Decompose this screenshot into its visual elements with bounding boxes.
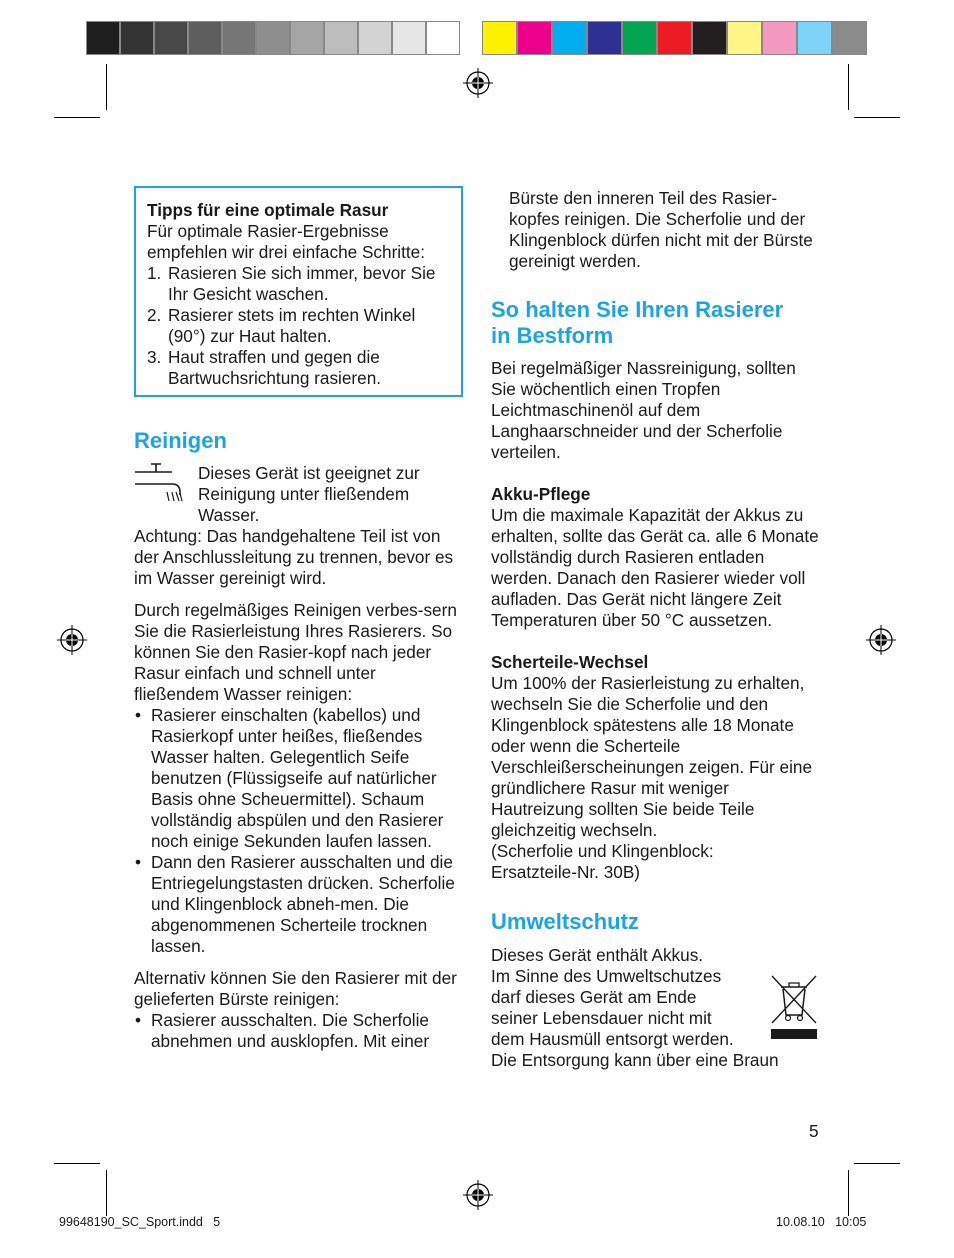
gray-color-bar	[86, 21, 460, 57]
umwelt-line: Dieses Gerät enthält Akkus.	[491, 945, 704, 965]
color-swatch	[797, 21, 832, 55]
crop-mark	[854, 117, 900, 118]
crop-mark	[54, 1163, 100, 1164]
akku-title: Akku-Pflege	[491, 484, 591, 504]
color-swatch	[762, 21, 797, 55]
water-suitable-text: Dieses Gerät ist geeignet zur Reinigung unter fließendem Wasser.	[198, 463, 420, 525]
bestform-heading-line1: So halten Sie Ihren Rasierer	[491, 297, 784, 322]
gray-swatch	[86, 21, 120, 55]
continued-text: Bürste den inneren Teil des Rasier-kopfes reinigen. Die Scherfolie und der Klingenblock dürfen nicht mit der Bürste gereinigt werden.	[509, 188, 813, 271]
warning-text: Achtung: Das handgehaltene Teil ist von der Anschlussleitung zu trennen, bevor es im Wasser gereinigt wird.	[134, 526, 454, 588]
page-number: 5	[809, 1121, 819, 1141]
crop-mark	[54, 117, 100, 118]
step-text: Rasieren Sie sich immer, bevor Sie Ihr Gesicht waschen.	[168, 263, 436, 304]
step-number: 2.	[147, 305, 162, 325]
akku-text: Um die maximale Kapazität der Akkus zu erhalten, sollte das Gerät ca. alle 6 Monate vollständig durch Rasieren entladen werden. Danach den Rasierer wieder voll aufladen. Das Gerät nicht längere Zeit Temperaturen über 50 °C aussetzen.	[491, 505, 819, 630]
color-swatch	[692, 21, 727, 55]
gray-swatch	[358, 21, 392, 55]
umwelt-line: dem Hausmüll entsorgt werden.	[491, 1029, 734, 1049]
reinigen-heading: Reinigen	[134, 428, 227, 453]
step-text: Haut straffen und gegen die Bartwuchsrichtung rasieren.	[168, 347, 382, 388]
registration-mark-icon	[866, 625, 896, 655]
registration-mark-icon	[463, 1180, 493, 1210]
scherteile-note: Ersatzteile-Nr. 30B)	[491, 862, 641, 882]
color-swatch	[552, 21, 587, 55]
umweltschutz-heading: Umweltschutz	[491, 909, 639, 934]
gray-swatch	[290, 21, 324, 55]
footer-filename: 99648190_SC_Sport.indd 5	[59, 1215, 221, 1229]
list-item: • Dann den Rasierer ausschalten und die Entriegelungstasten drücken. Scherfolie und Klingenblock abneh-men. Die abgenommenen Scherteile trocknen lassen.	[134, 852, 464, 957]
crop-mark	[106, 1170, 107, 1216]
step-text: Rasierer stets im rechten Winkel (90°) zur Haut halten.	[168, 305, 416, 346]
step-number: 3.	[147, 347, 162, 367]
registration-mark-icon	[463, 68, 493, 98]
umwelt-line: Die Entsorgung kann über eine Braun	[491, 1050, 779, 1070]
list-item	[147, 263, 451, 305]
crop-mark	[854, 1163, 900, 1164]
brush-paragraph: Alternativ können Sie den Rasierer mit der gelieferten Bürste reinigen:	[134, 968, 457, 1009]
gray-swatch	[120, 21, 154, 55]
gray-swatch	[222, 21, 256, 55]
crop-mark	[106, 64, 107, 110]
list-item	[147, 347, 451, 389]
crop-mark	[848, 1170, 849, 1216]
gray-swatch	[188, 21, 222, 55]
step-number: 1.	[147, 263, 162, 283]
tips-box	[134, 186, 463, 397]
cleaning-steps-list	[134, 705, 464, 957]
cleaning-paragraph: Durch regelmäßiges Reinigen verbes-sern Sie die Rasierleistung Ihres Rasierers. So können Sie den Rasier-kopf nach jeder Rasur einfach und schnell unter fließendem Wasser reinigen:	[134, 600, 457, 704]
color-swatch	[587, 21, 622, 55]
color-swatch	[517, 21, 552, 55]
tips-list	[147, 263, 451, 389]
color-swatch	[727, 21, 762, 55]
crossed-out-wheelie-bin-icon	[769, 973, 819, 1043]
tips-title: Tipps für eine optimale Rasur	[147, 200, 389, 220]
color-calibration-bar	[482, 21, 867, 57]
umwelt-line: seiner Lebensdauer nicht mit	[491, 1008, 712, 1028]
left-column	[134, 428, 464, 1052]
footer-timestamp: 10.08.10 10:05	[776, 1215, 867, 1229]
umwelt-line: Im Sinne des Umweltschutzes	[491, 966, 722, 986]
bestform-text: Bei regelmäßiger Nassreinigung, sollten Sie wöchentlich einen Tropfen Leichtmaschinenöl auf dem Langhaarschneider und der Scherfolie verteilen.	[491, 358, 796, 462]
gray-swatch	[426, 21, 460, 55]
gray-swatch	[392, 21, 426, 55]
color-swatch	[657, 21, 692, 55]
tips-intro: Für optimale Rasier-Ergebnisse empfehlen wir drei einfache Schritte:	[147, 221, 426, 262]
crop-mark	[848, 64, 849, 110]
list-item	[147, 305, 451, 347]
gray-swatch	[256, 21, 290, 55]
gray-swatch	[324, 21, 358, 55]
scherteile-note: (Scherfolie und Klingenblock:	[491, 841, 714, 861]
color-swatch	[482, 21, 517, 55]
brush-steps-list	[134, 1010, 464, 1052]
gray-swatch	[154, 21, 188, 55]
running-water-faucet-icon	[134, 463, 184, 503]
registration-mark-icon	[57, 625, 87, 655]
right-column	[491, 188, 825, 1071]
list-item: • Rasierer einschalten (kabellos) und Rasierkopf unter heißes, fließendes Wasser halten. Gelegentlich Seife benutzen (Flüssigseife auf natürlicher Basis ohne Scheuermittel). Schaum vollständig abspülen und den Rasierer noch einige Sekunden laufen lassen.	[134, 705, 464, 852]
bestform-heading-line2: in Bestform	[491, 323, 614, 348]
bestform-heading	[491, 297, 825, 349]
list-item: • Rasierer ausschalten. Die Scherfolie abnehmen und ausklopfen. Mit einer	[134, 1010, 464, 1052]
color-swatch	[832, 21, 867, 55]
scherteile-title: Scherteile-Wechsel	[491, 652, 649, 672]
umwelt-line: darf dieses Gerät am Ende	[491, 987, 697, 1007]
color-swatch	[622, 21, 657, 55]
scherteile-text: Um 100% der Rasierleistung zu erhalten, wechseln Sie die Scherfolie und den Klingenblock spätestens alle 18 Monate oder wenn die Scherteile Verschleißerscheinungen zeigen. Für eine gründlichere Rasur mit weniger Hautreizung sollten Sie beide Teile gleichzeitig wechseln.	[491, 673, 813, 840]
